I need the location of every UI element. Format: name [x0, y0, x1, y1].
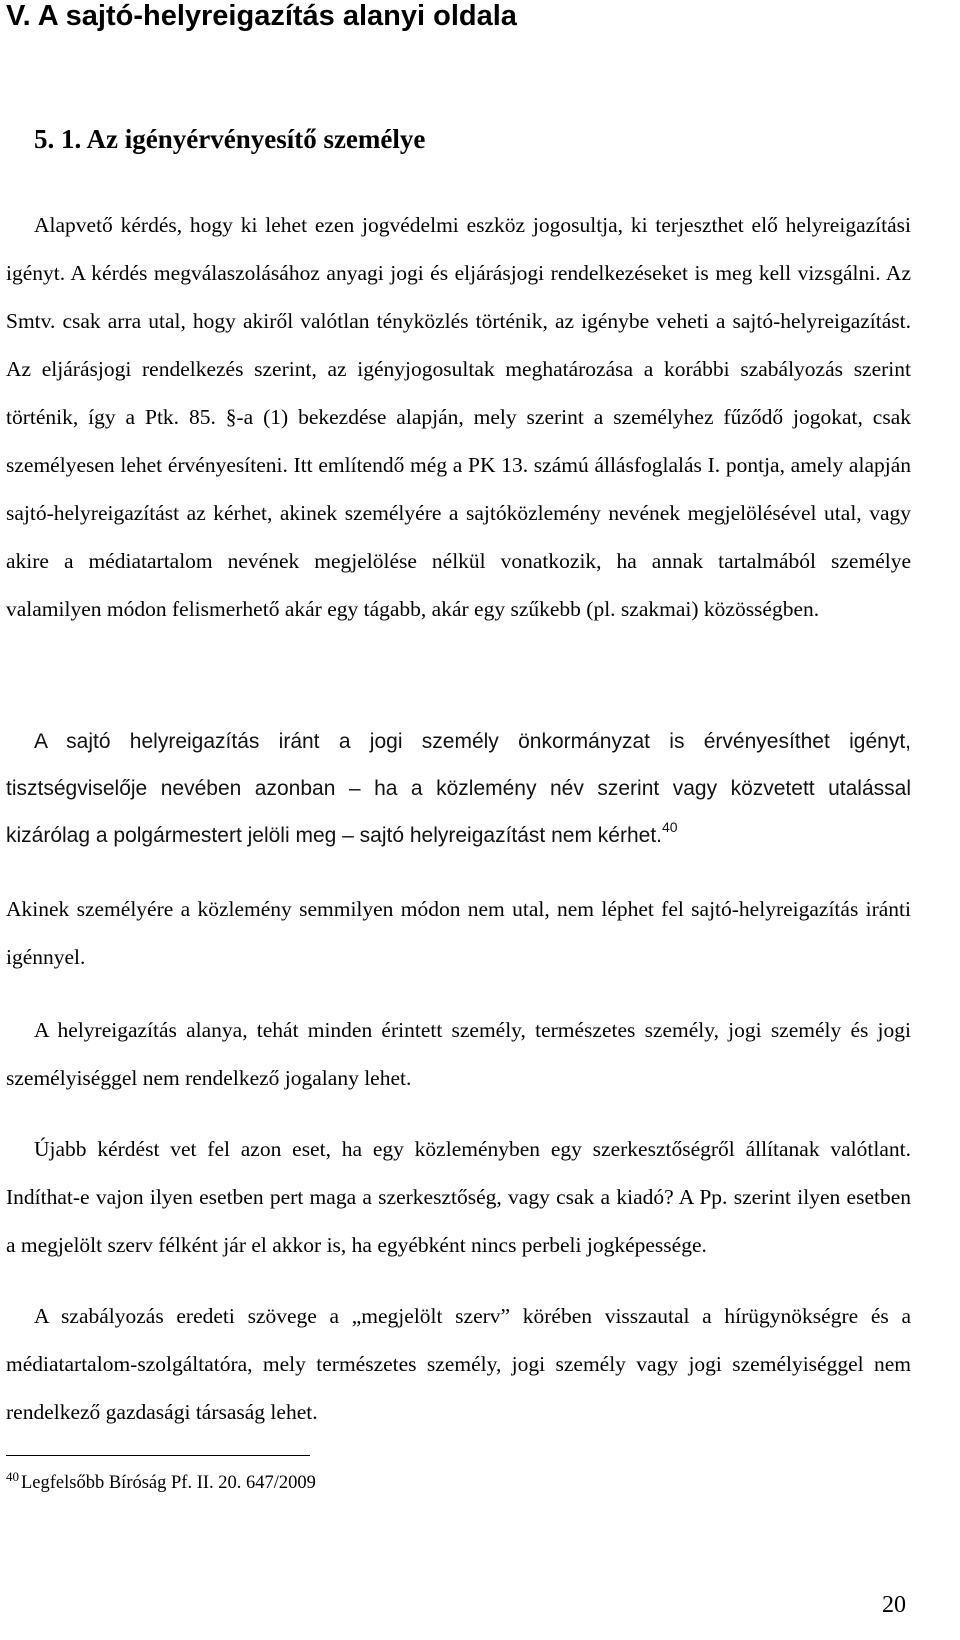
footnote-text: Legfelsőbb Bíróság Pf. II. 20. 647/2009	[21, 1473, 316, 1493]
page-number: 20	[882, 1592, 906, 1618]
footnote-number: 40	[6, 1469, 19, 1484]
paragraph-subject: A helyreigazítás alanya, tehát minden érintett személy, természetes személy, jogi személy és jogi személyiséggel nem rendelkező jogalany lehet.	[6, 1018, 911, 1090]
paragraph-editorial-office: Újabb kérdést vet fel azon eset, ha egy közleményben egy szerkesztőségről állítanak valótlant. Indíthat-e vajon ilyen esetben pert maga a szerkesztőség, vagy csak a kiadó? A Pp. szerint ilyen esetben a megjelölt szerv félként jár el akkor is, ha egyébként nincs perbeli jogképessége.	[6, 1137, 911, 1257]
paragraph-not-referenced: Akinek személyére a közlemény semmilyen módon nem utal, nem léphet fel sajtó-helyreigazítás iránti igénnyel.	[6, 897, 911, 969]
section-title: 5. 1. Az igényérvényesítő személye	[34, 124, 426, 154]
paragraph-municipality	[6, 718, 911, 859]
chapter-title: V. A sajtó-helyreigazítás alanyi oldala	[6, 0, 517, 32]
paragraph-municipality-text: A sajtó helyreigazítás iránt a jogi személy önkormányzat is érvényesíthet igényt, tisztségviselője nevében azonban – ha a közlemény név szerint vagy közvetett utalással kizárólag a polgármestert jelöli meg – sajtó helyreigazítást nem kérhet.	[6, 730, 911, 847]
footnote-divider	[6, 1455, 310, 1456]
footnote-reference[interactable]: 40	[661, 819, 678, 835]
paragraph-claimant-intro: Alapvető kérdés, hogy ki lehet ezen jogvédelmi eszköz jogosultja, ki terjeszthet elő helyreigazítási igényt. A kérdés megválaszolásához anyagi jogi és eljárásjogi rendelkezéseket is meg kell vizsgálni. Az Smtv. csak arra utal, hogy akiről valótlan tényközlés történik, az igénybe veheti a sajtó-helyreigazítást. Az eljárásjogi rendelkezés szerint, az igényjogosultak meghatározása a korábbi szabályozás szerint történik, így a Ptk. 85. §-a (1) bekezdése alapján, mely szerint a személyhez fűződő jogokat, csak személyesen lehet érvényesíteni. Itt említendő még a PK 13. számú állásfoglalás I. pontja, amely alapján sajtó-helyreigazítást az kérhet, akinek személyére a sajtóközlemény nevének megjelölésével utal, vagy akire a médiatartalom nevének megjelölése nélkül vonatkozik, ha annak tartalmából személye valamilyen módon felismerhető akár egy tágabb, akár egy szűkebb (pl. szakmai) közösségben.	[6, 213, 911, 621]
paragraph-original-text: A szabályozás eredeti szövege a „megjelölt szerv” körében visszautal a hírügynökségre és a médiatartalom-szolgáltatóra, mely természetes személy, jogi személy vagy jogi személyiséggel nem rendelkező gazdasági társaság lehet.	[6, 1304, 911, 1424]
footnote	[6, 1470, 316, 1496]
